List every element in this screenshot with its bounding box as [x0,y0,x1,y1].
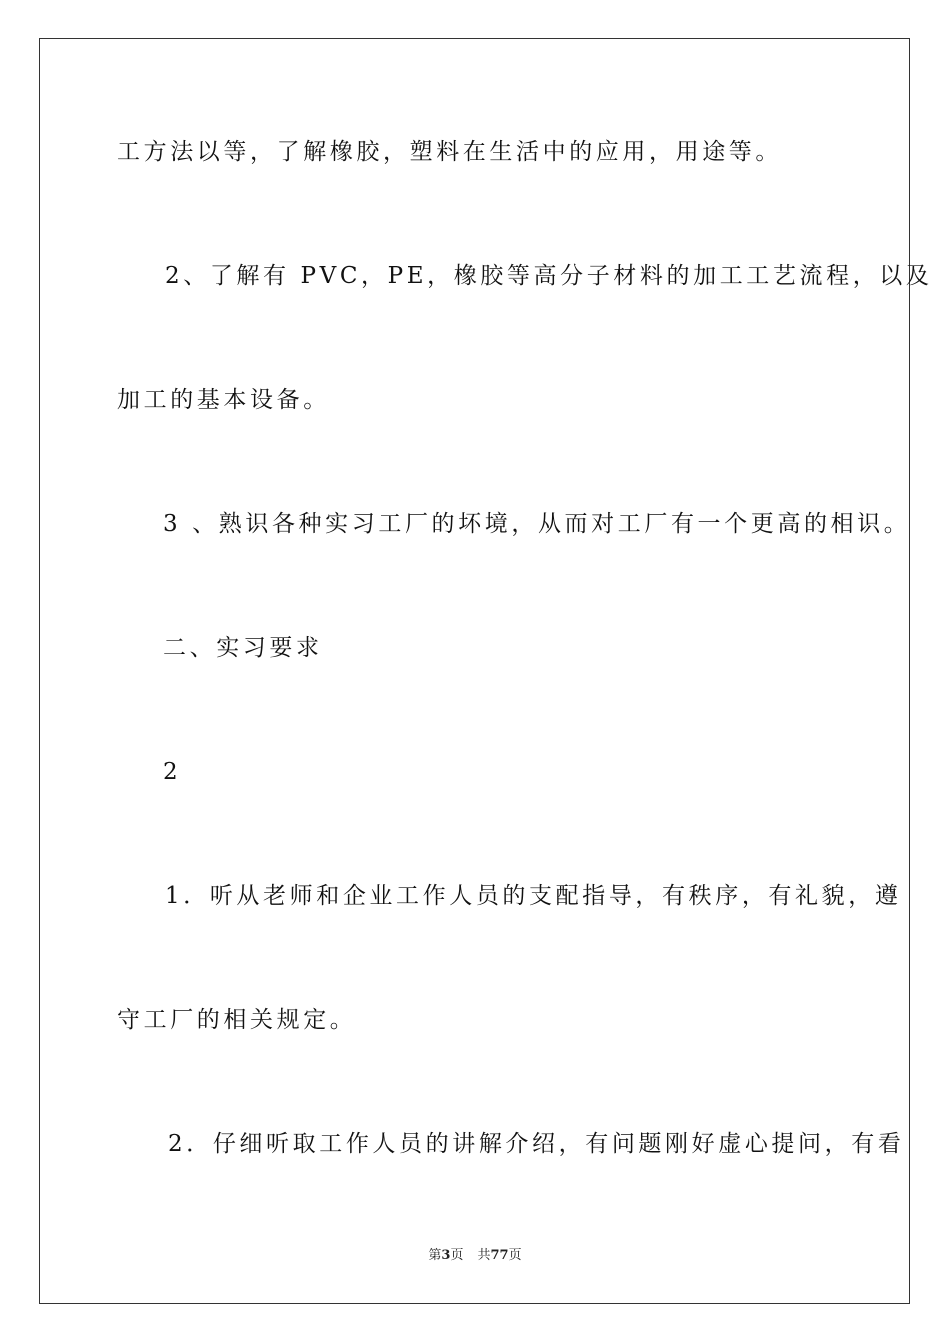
footer-total-suffix: 页 [508,1248,522,1263]
body-line-8: 守工厂的相关规定。 [117,1007,357,1033]
body-line-2: 2、了解有 PVC，PE，橡胶等高分子材料的加工工艺流程，以及 [165,263,933,289]
footer-page-suffix: 页 [450,1248,464,1263]
page-border [39,38,910,1304]
body-line-7: 1．听从老师和企业工作人员的支配指导，有秩序，有礼貌，遵 [165,883,902,909]
footer-total-pages: 77 [490,1248,509,1263]
body-line-6: 2 [163,759,182,785]
body-line-4: 3 、熟识各种实习工厂的坏境，从而对工厂有一个更高的相识。 [163,511,911,537]
section-heading: 二、实习要求 [163,635,323,661]
footer-page-prefix: 第 [428,1248,442,1263]
page-footer [0,1247,950,1265]
footer-page-number: 3 [441,1248,451,1263]
body-line-3: 加工的基本设备。 [117,387,330,413]
body-line-1: 工方法以等，了解橡胶，塑料在生活中的应用，用途等。 [117,139,782,165]
body-line-9: 2．仔细听取工作人员的讲解介绍，有问题刚好虚心提问，有看 [168,1131,905,1157]
footer-total-prefix: 共 [477,1248,491,1263]
